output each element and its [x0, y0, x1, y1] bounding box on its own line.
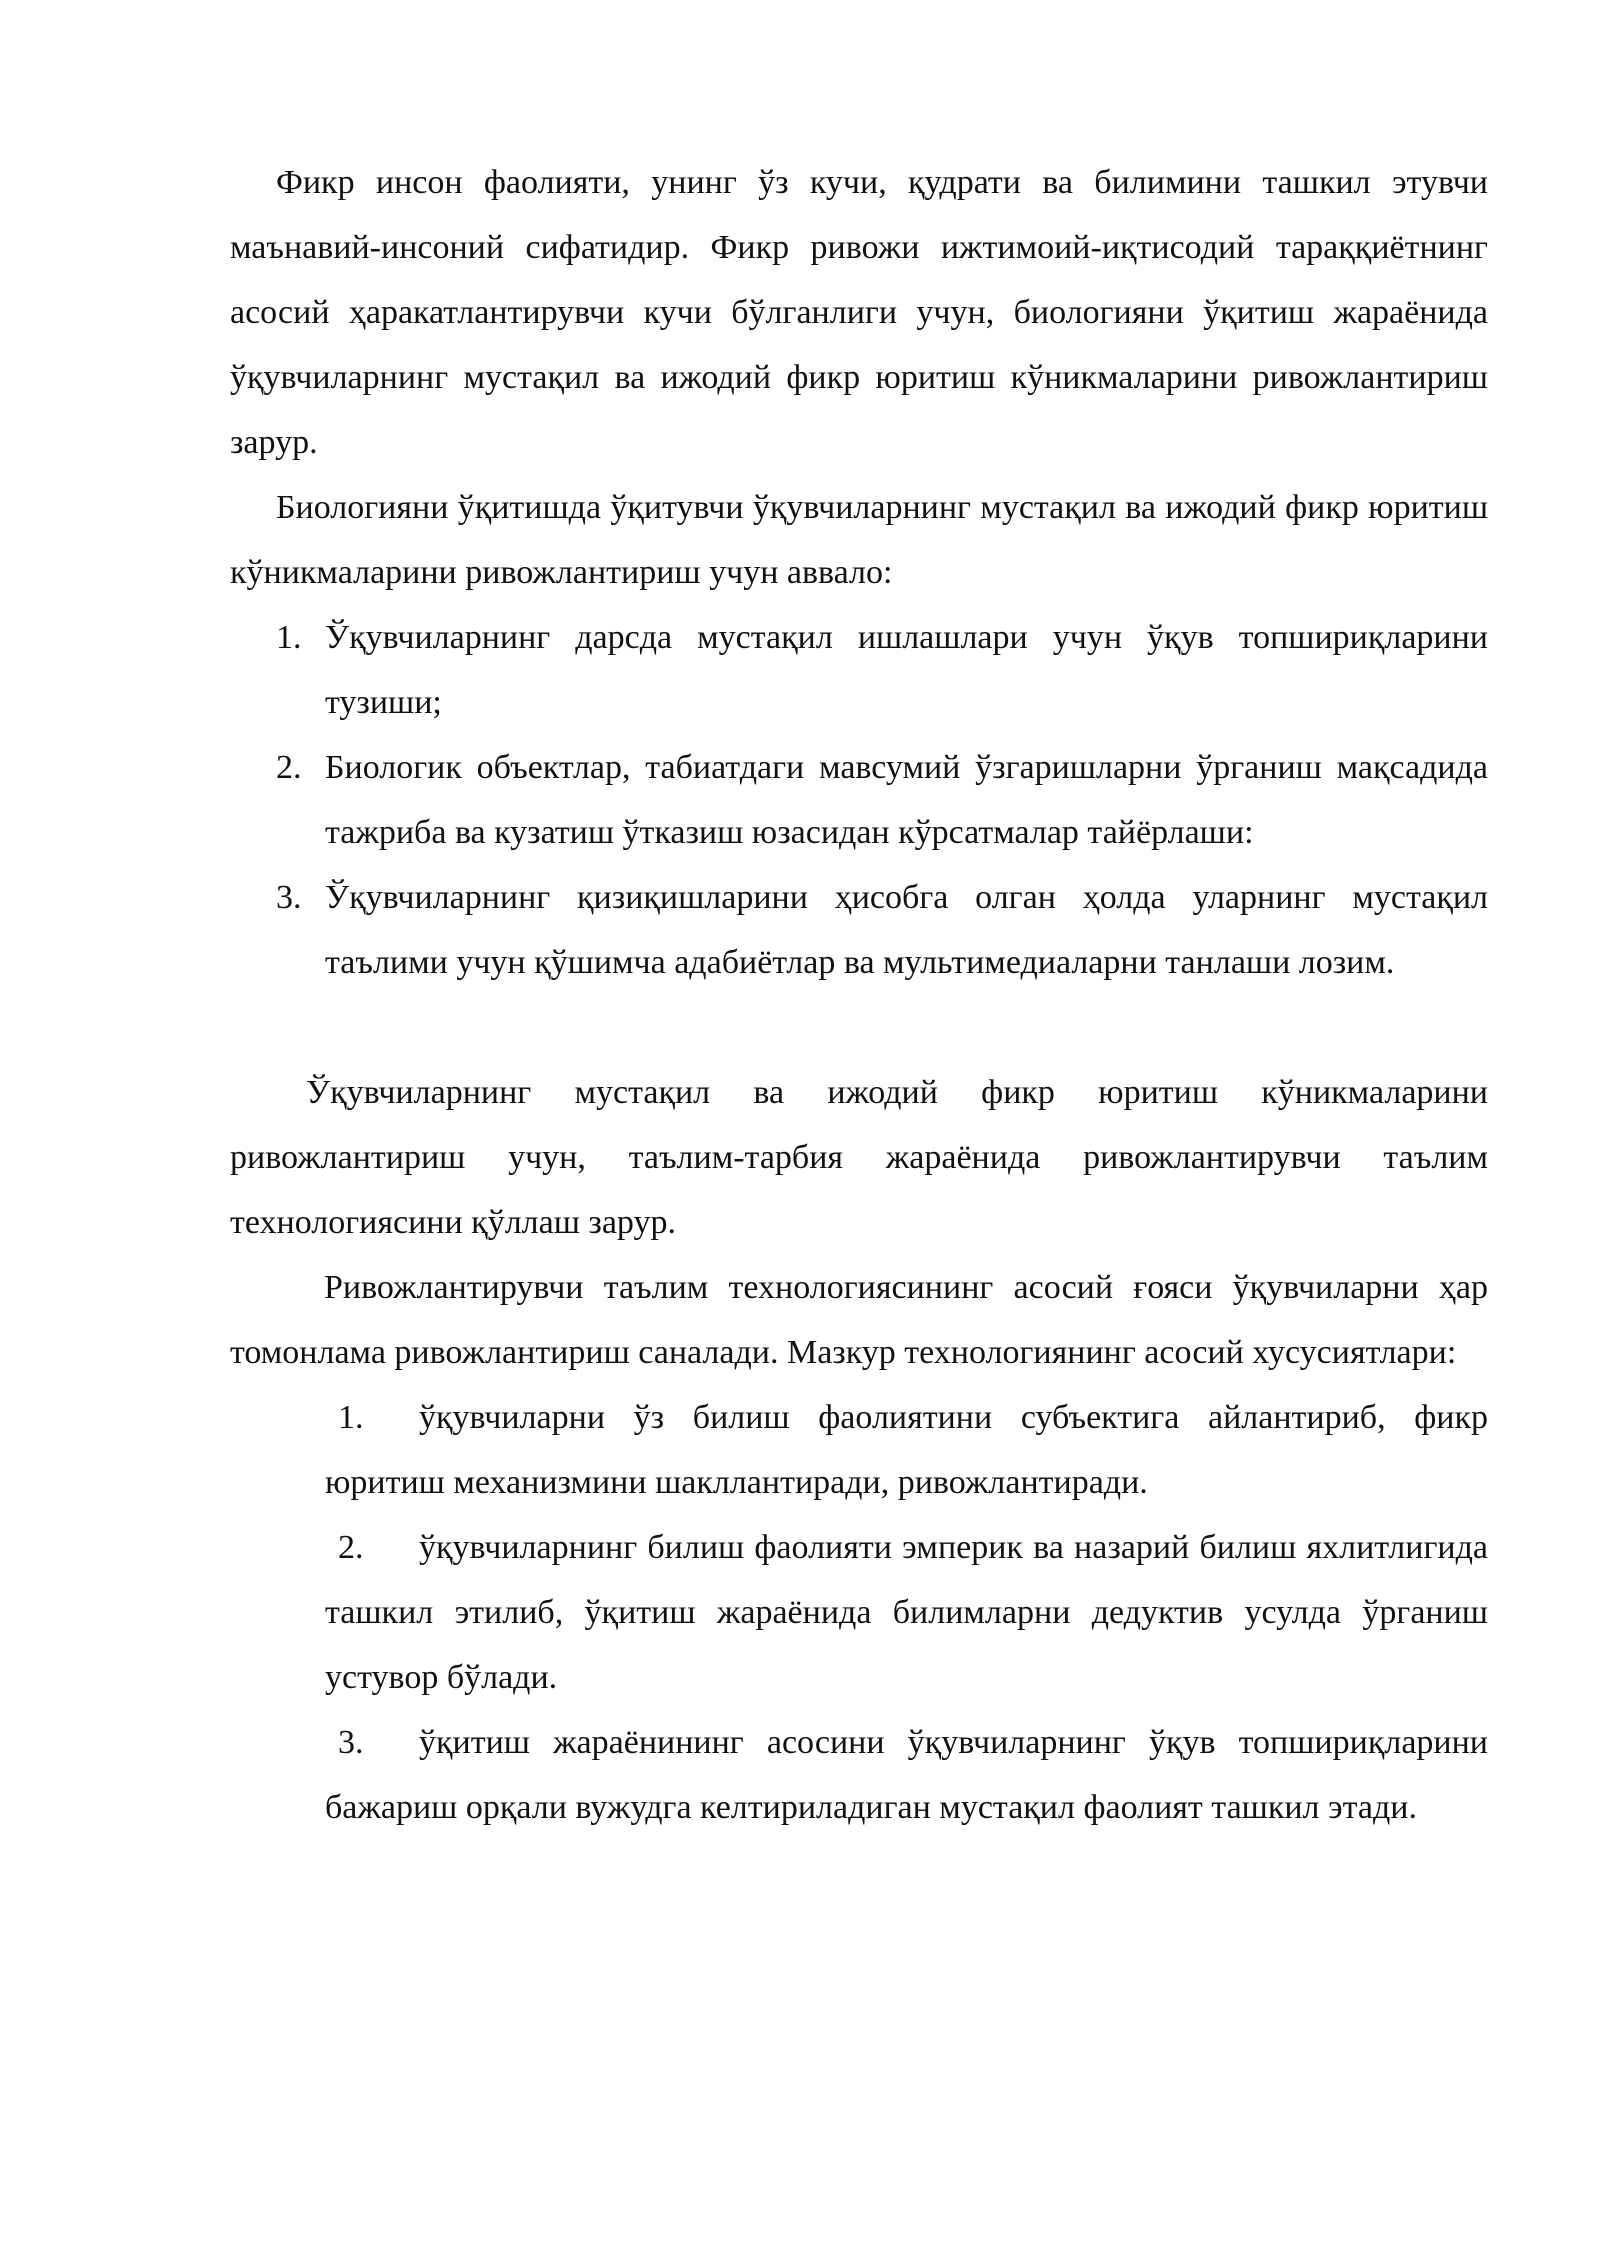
list-item-text: Ўқувчиларнинг қизиқишларини ҳисобга олган ҳолда уларнинг мустақил таълими учун қўшимча адабиётлар ва мультимедиаларни танлаши лозим.	[325, 879, 1488, 981]
list-item-number: 1.	[276, 619, 302, 656]
list-item-number: 2.	[338, 1529, 364, 1566]
list-item	[230, 865, 1488, 995]
list-item-number: 2.	[276, 749, 302, 786]
list-item-number: 3.	[276, 879, 302, 916]
paragraph-technology-idea: Ривожлантирувчи таълим технологиясининг асосий ғояси ўқувчиларни ҳар томонлама ривожлантириш саналади. Мазкур технологиянинг асосий хусусиятлари:	[230, 1269, 1488, 1371]
technology-features-list	[230, 1385, 1488, 1840]
paragraph-development: Ўқувчиларнинг мустақил ва ижодий фикр юритиш кўникмаларини ривожлантириш учун, таълим-тарбия жараёнида ривожлантирувчи таълим технологиясини қўллаш зарур.	[230, 1074, 1488, 1241]
list-item-text: Ўқувчиларнинг дарсда мустақил ишлашлари учун ўқув топшириқларини тузиши;	[325, 619, 1488, 721]
list-item-text: ўқитиш жараёнининг асосини ўқувчиларнинг ўқув топшириқларини бажариш орқали вужудга келтириладиган мустақил фаолият ташкил этади.	[325, 1724, 1488, 1826]
list-item	[230, 1515, 1488, 1710]
list-item-text: ўқувчиларни ўз билиш фаолиятини субъектига айлантириб, фикр юритиш механизмини шакллантиради, ривожлантиради.	[325, 1399, 1488, 1501]
list-item-text: Биологик объектлар, табиатдаги мавсумий ўзгаришларни ўрганиш мақсадида тажриба ва кузатиш ўтказиш юзасидан кўрсатмалар тайёрлаши:	[325, 749, 1488, 851]
list-item	[230, 1710, 1488, 1840]
list-item-number: 1.	[338, 1399, 364, 1436]
list-item	[230, 1385, 1488, 1515]
list-item	[230, 605, 1488, 735]
list-item-text: ўқувчиларнинг билиш фаолияти эмперик ва назарий билиш яхлитлигида ташкил этилиб, ўқитиш жараёнида билимларни дедуктив усулда ўрганиш устувор бўлади.	[325, 1529, 1488, 1696]
paragraph-thought: Фикр инсон фаолияти, унинг ўз кучи, қудрати ва билимини ташкил этувчи маънавий-инсоний сифатидир. Фикр ривожи ижтимоий-иқтисодий тараққиётнинг асосий ҳаракатлантирувчи кучи бўлганлиги учун, биологияни ўқитиш жараёнида ўқувчиларнинг мустақил ва ижодий фикр юритиш кўникмаларини ривожлантириш зарур.	[230, 164, 1488, 461]
document-body	[230, 150, 1488, 1840]
list-item	[230, 735, 1488, 865]
list-item-number: 3.	[338, 1724, 364, 1761]
spacer	[230, 995, 1488, 1060]
teacher-tasks-list	[230, 605, 1488, 995]
paragraph-biology-teaching: Биологияни ўқитишда ўқитувчи ўқувчиларнинг мустақил ва ижодий фикр юритиш кўникмаларини ривожлантириш учун аввало:	[230, 489, 1488, 591]
